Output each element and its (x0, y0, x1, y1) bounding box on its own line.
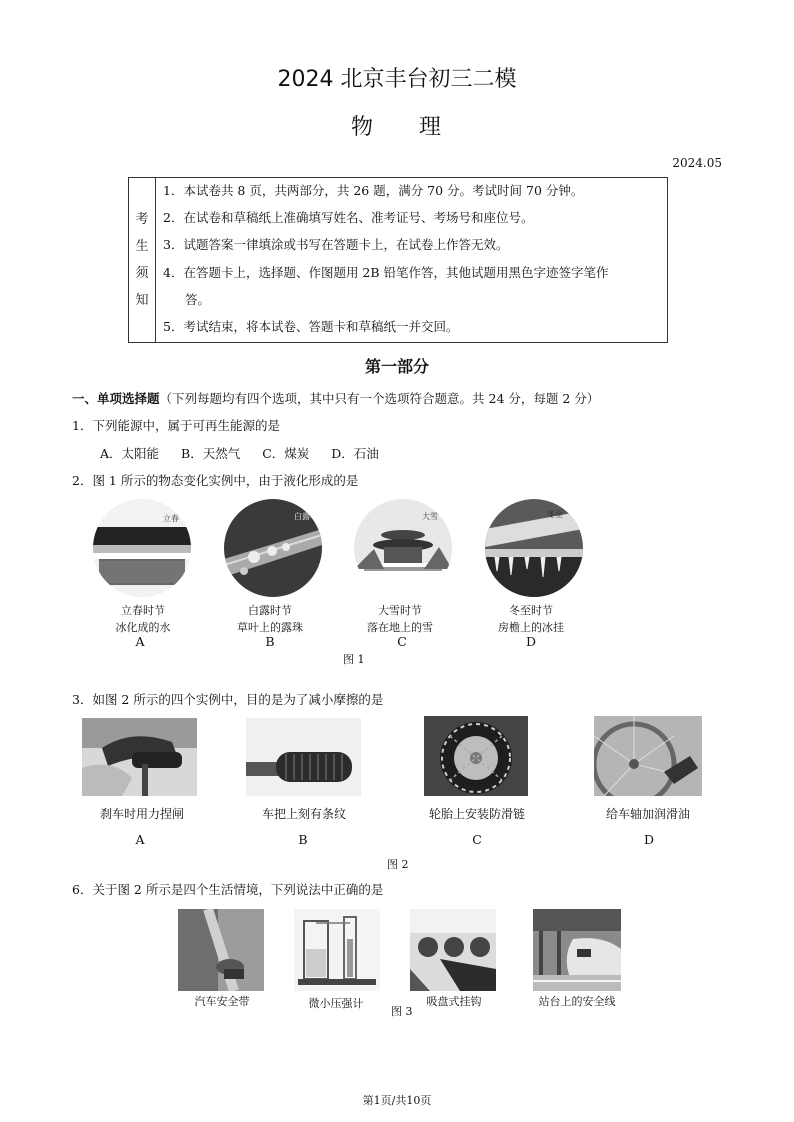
notice-item: 3．试题答案一律填涂或书写在答题卡上，在试卷上作答无效。 (163, 237, 509, 253)
question-3-stem: 3．如图 2 所示的四个实例中，目的是为了减小摩擦的是 (72, 692, 384, 707)
figure-2-caption-b: 车把上刻有条纹 (261, 807, 346, 821)
photo-snow-chain-tire (424, 716, 528, 796)
caption-line: 落在地上的雪 (367, 621, 433, 634)
figure-1-caption-a (95, 602, 191, 636)
seal-text: 白露 (294, 512, 310, 521)
figure-1-label: 图 1 (343, 653, 365, 666)
question-1-stem: 1．下列能源中，属于可再生能源的是 (72, 418, 280, 433)
notice-item: 5．考试结束，将本试卷、答题卡和草稿纸一并交回。 (163, 318, 459, 334)
subject-title (0, 110, 794, 141)
caption-line: 冰化成的水 (115, 621, 171, 634)
caption-line: 大雪时节 (378, 604, 422, 617)
caption-line: 立春时节 (121, 604, 165, 617)
figure-3-label: 图 3 (391, 1005, 413, 1018)
figure-3-caption-3: 吸盘式挂钩 (426, 995, 482, 1008)
photo-handlebar-grip (246, 718, 361, 796)
photo-platform-train (533, 909, 621, 991)
photo-snow-temple (354, 499, 452, 597)
section-heading-label: 一、单项选择题 (72, 391, 160, 406)
subject-char-1: 物 (350, 115, 375, 140)
figure-3-caption-1: 汽车安全带 (194, 995, 250, 1008)
photo-seat-belt (178, 909, 264, 991)
photo-brake-lever (82, 718, 197, 796)
part-title: 第一部分 (364, 357, 429, 376)
option-a: A．太阳能 (100, 446, 160, 461)
figure-2-letter-d: D (643, 832, 655, 847)
photo-suction-hooks (410, 909, 496, 991)
figure-1-letter-c: C (397, 634, 407, 649)
figure-2-label: 图 2 (387, 858, 409, 871)
figure-1-caption-b (222, 602, 318, 636)
notice-item-continued: 答。 (185, 291, 211, 307)
section-instruction: （下列每题均有四个选项，其中只有一个选项符合题意。共 24 分，每题 2 分） (159, 391, 600, 406)
exam-title: 2024 北京丰台初三二模 (277, 67, 517, 92)
option-b: B．天然气 (181, 446, 241, 461)
figure-2-letter-a: A (135, 832, 145, 847)
figure-1-caption-c (352, 602, 448, 636)
notice-label-char: 须 (135, 266, 149, 281)
subject-char-2: 理 (419, 115, 444, 140)
notice-item: 4．在答题卡上，选择题、作图题用 2B 铅笔作答，其他试题用黑色字迹签字笔作 (163, 264, 609, 280)
notice-list (163, 180, 663, 343)
notice-box (128, 177, 668, 343)
figure-3-caption-2: 微小压强计 (308, 997, 364, 1010)
photo-icicles (485, 499, 583, 597)
notice-label-char: 生 (135, 239, 149, 254)
figure-3-caption-4: 站台上的安全线 (538, 995, 616, 1008)
figure-2-caption-c: 轮胎上安装防滑链 (428, 807, 525, 821)
option-c: C．煤炭 (262, 446, 310, 461)
caption-line: 白露时节 (248, 604, 292, 617)
caption-line: 冬至时节 (509, 604, 553, 617)
photo-melting-ice (93, 499, 191, 597)
seal-text: 冬至 (547, 510, 563, 519)
caption-line: 房檐上的冰挂 (498, 621, 564, 634)
photo-dew-drops (224, 499, 322, 597)
figure-1-letter-b: B (265, 634, 275, 649)
seal-text: 立春 (163, 514, 179, 523)
figure-1-letter-a: A (135, 634, 145, 649)
photo-pressure-gauge (294, 909, 380, 991)
page-footer: 第1页/共10页 (362, 1094, 432, 1107)
notice-label-char: 知 (135, 293, 149, 308)
exam-date: 2024.05 (672, 156, 722, 170)
notice-label (129, 178, 156, 342)
figure-2-letter-b: B (298, 832, 308, 847)
option-d: D．石油 (331, 446, 379, 461)
section-heading (72, 389, 599, 407)
figure-2-caption-a: 刹车时用力捏闸 (99, 807, 184, 821)
question-1-options (100, 444, 397, 462)
notice-item: 2．在试卷和草稿纸上准确填写姓名、准考证号、考场号和座位号。 (163, 210, 534, 226)
question-6-stem: 6．关于图 2 所示是四个生活情境，下列说法中正确的是 (72, 882, 384, 897)
seal-text: 大雪 (422, 512, 438, 521)
figure-1-letter-d: D (525, 634, 537, 649)
caption-line: 草叶上的露珠 (237, 621, 303, 634)
question-2-stem: 2．图 1 所示的物态变化实例中，由于液化形成的是 (72, 473, 359, 488)
notice-item: 1．本试卷共 8 页，共两部分，共 26 题，满分 70 分。考试时间 70 分钟。 (163, 183, 584, 198)
notice-label-char: 考 (135, 212, 149, 227)
figure-1-caption-d (483, 602, 579, 636)
photo-oiling-axle (594, 716, 702, 796)
figure-2-caption-d: 给车轴加润滑油 (605, 807, 690, 821)
figure-2-letter-c: C (472, 832, 482, 847)
